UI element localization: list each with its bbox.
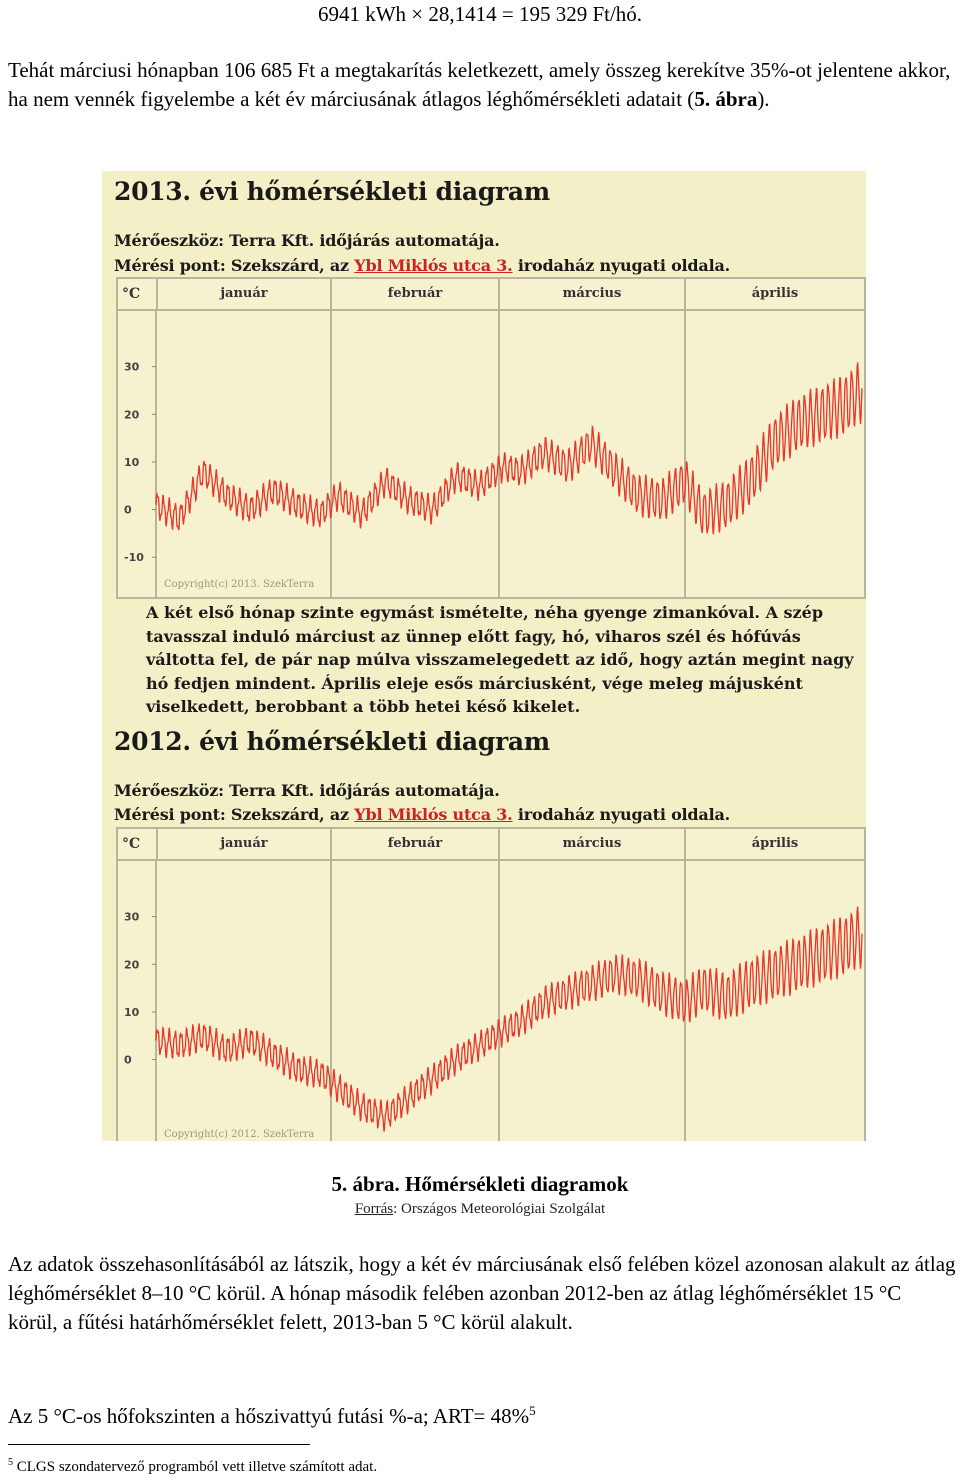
diagram-title-2013: 2013. évi hőmérsékleti diagram [114,177,550,206]
y-tick-label: 20 [124,958,140,972]
site-link-2013[interactable]: Ybl Miklós utca 3. [354,256,513,275]
site-line-2012 [114,805,730,824]
temperature-series-line [156,907,862,1132]
chart-header-2013 [118,279,864,311]
footnote [8,1457,377,1476]
y-tick-label: -10 [124,551,144,565]
unit-label-2012: °C [122,836,141,852]
y-tick-label: 10 [124,455,140,469]
plot-area-2012 [118,861,864,1141]
footnote-divider [8,1444,310,1445]
paragraph-art [8,1396,956,1431]
footnote-text: CLGS szondatervező programból vett illetve számított adat. [13,1459,378,1475]
paragraph-savings [8,56,956,114]
y-tick-label: 30 [124,360,140,374]
y-tick-label: 10 [124,1005,140,1019]
month-march-2013: március [498,279,684,309]
paragraph-savings-text: Tehát márciusi hónapban 106 685 Ft a megtakarítás keletkezett, amely összeg kerekítve 35%-ot jelentene akkor, ha nem vennék figyelembe a két év márciusának átlagos léghőmérsékleti adatait ( [8,58,951,111]
device-line-2012: Mérőeszköz: Terra Kft. időjárás automatája. [114,781,500,800]
source-text: : Országos Meteorológiai Szolgálat [393,1201,606,1217]
y-tick-label: 20 [124,408,140,422]
figure-reference: 5. ábra [694,87,758,111]
paragraph-savings-tail: ). [757,87,770,111]
site-suffix-2012: irodaház nyugati oldala. [512,805,730,824]
chart-2013 [116,277,866,599]
figure-source [0,1201,960,1218]
figure-caption [0,1172,960,1197]
plot-area-2013 [118,311,864,597]
y-tick-label: 30 [124,910,140,924]
month-march-2012: március [498,829,684,859]
chart-header-2012 [118,829,864,861]
month-april-2012: április [684,829,864,859]
paragraph-art-text: Az 5 °C-os hőfokszinten a hőszivattyú futási %-a; ART= 48% [8,1404,530,1428]
copyright-2012: Copyright(c) 2012. SzekTerra [164,1129,315,1140]
source-label: Forrás [354,1201,394,1217]
site-line-2013 [114,256,730,275]
unit-label-2013: °C [122,286,141,302]
paragraph-comparison: Az adatok összehasonlításából az látszik, hogy a két év márciusának első felében közel azonosan alakult az átlag léghőmérséklet 8–10 °C körül. A hónap második felében azonban 2012-ben az átlag léghőmérséklet 15 °C körül, a fűtési határhőmérséklet felett, 2013-ban 5 °C körül alakult. [8,1252,956,1334]
diagram-title-2012: 2012. évi hőmérsékleti diagram [114,727,550,756]
month-april-2013: április [684,279,864,309]
footnote-number: 5 [8,1457,13,1468]
y-tick-label: 0 [124,1053,132,1067]
temperature-series-line [156,362,862,534]
month-january-2013: január [156,279,330,309]
y-tick-label: 0 [124,503,132,517]
copyright-2013: Copyright(c) 2013. SzekTerra [164,579,315,590]
month-february-2012: február [330,829,498,859]
month-february-2013: február [330,279,498,309]
temperature-figure [102,171,866,1141]
caption-title: Hőmérsékleti diagramok [399,1172,629,1196]
site-link-2012[interactable]: Ybl Miklós utca 3. [354,805,513,824]
footnote-marker: 5 [529,1403,536,1418]
month-january-2012: január [156,829,330,859]
site-prefix-2012: Mérési pont: Szekszárd, az [114,805,355,824]
equation-line: 6941 kWh × 28,1414 = 195 329 Ft/hó. [317,2,643,26]
site-prefix-2013: Mérési pont: Szekszárd, az [114,256,355,275]
description-2013: A két első hónap szinte egymást ismételte, néha gyenge zimankóval. A szép tavasszal induló márciust az ünnep előtt fagy, hó, viharos szél és hófúvás váltotta fel, de pár nap múlva visszamelegedett az idő, hogy aztán megint nagy hó fedjen mindent. Április eleje esős márciusként, vége meleg májusként viselkedett, berobbant a több hetei késő kikelet. [146,603,854,716]
chart-2012 [116,827,866,1141]
caption-label: 5. ábra. [331,1172,400,1196]
site-suffix-2013: irodaház nyugati oldala. [512,256,730,275]
device-line-2013: Mérőeszköz: Terra Kft. időjárás automatája. [114,231,500,250]
